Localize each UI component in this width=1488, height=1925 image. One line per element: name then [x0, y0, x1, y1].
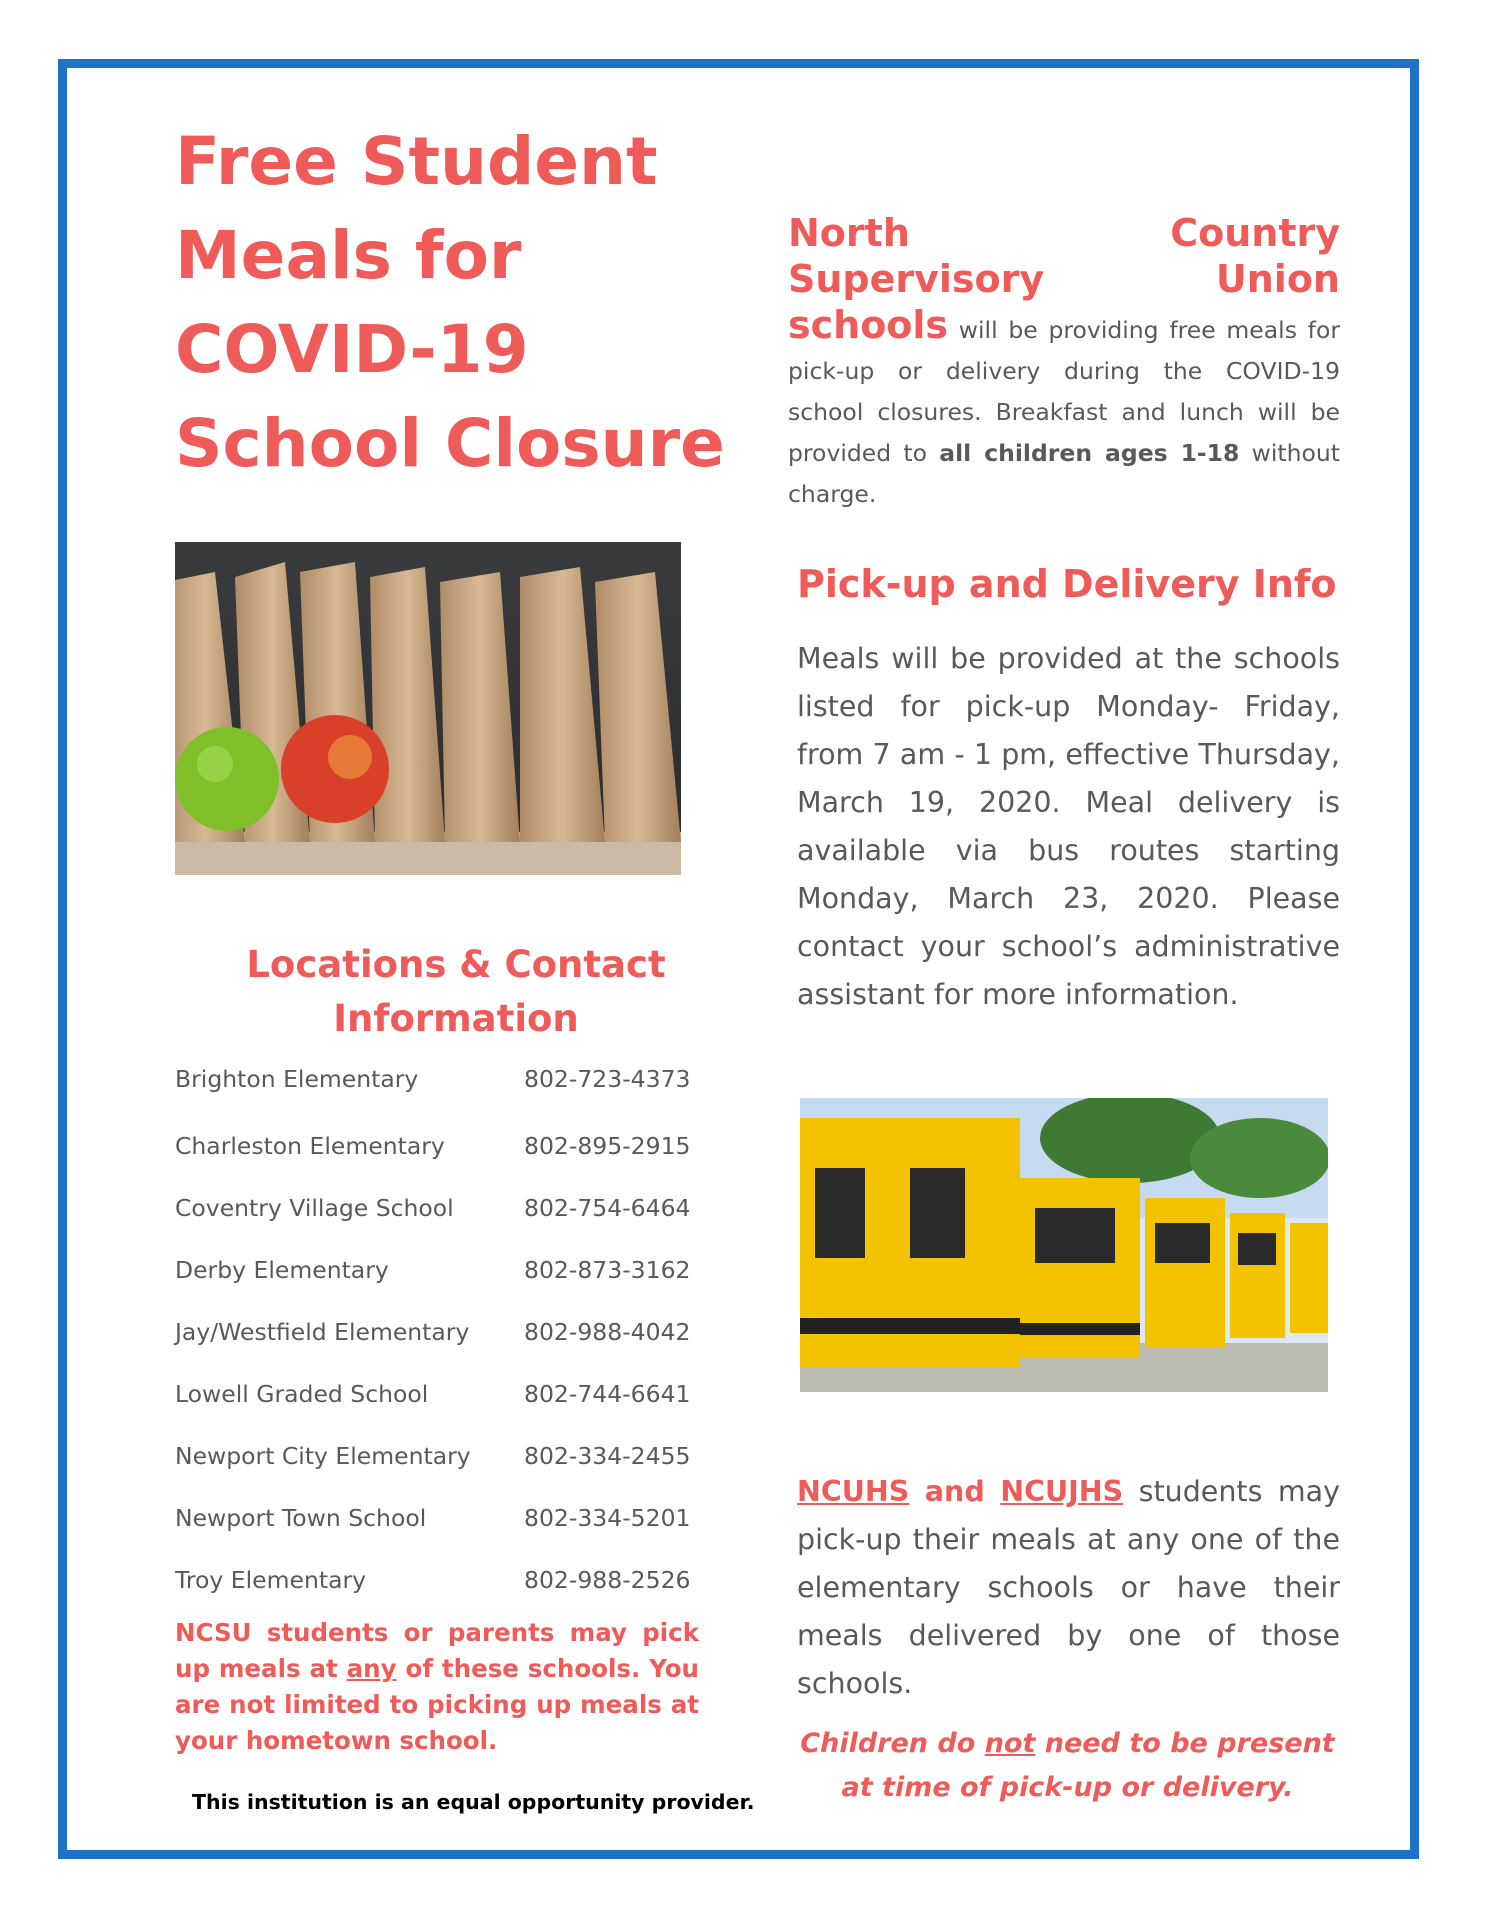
- page-title: Free Student Meals for COVID-19 School Closure: [175, 123, 725, 482]
- school-row: [175, 1063, 715, 1095]
- high-school-text: students may pick-up their meals at any one of the elementary schools or have their meals delivered by one of those schools.: [797, 1475, 1341, 1700]
- school-name: Newport Town School: [175, 1504, 427, 1532]
- high-school-and: and: [924, 1475, 985, 1508]
- school-phone: 802-988-2526: [524, 1566, 691, 1594]
- lunch-bags-photo: [175, 542, 681, 875]
- ncsu-note: [175, 1615, 699, 1759]
- children-note: [790, 1722, 1345, 1810]
- school-buses-photo: [800, 1098, 1328, 1392]
- locations-heading: Locations & Contact Information: [246, 943, 666, 1040]
- ncsu-note-text-1: NCSU students or parents may pick up meals at: [175, 1618, 699, 1683]
- intro-paragraph: [788, 213, 1340, 515]
- intro-text-1: will be providing free meals for pick-up or delivery during the COVID-19 school closures. Breakfast and lunch will be provided to: [788, 316, 1340, 467]
- children-note-underlined: not: [984, 1728, 1036, 1759]
- ncuhs-label: NCUHS: [797, 1475, 910, 1508]
- ncsu-note-text-2: of these schools. You are not limited to picking up meals at your hometown school.: [175, 1654, 699, 1755]
- intro-bold: all children ages 1-18: [939, 439, 1240, 467]
- school-row: [175, 1254, 715, 1286]
- intro-lead: North Country Supervisory Union schools: [788, 211, 1340, 347]
- pickup-body: Meals will be provided at the schools listed for pick-up Monday- Friday, from 7 am - 1 pm, effective Thursday, March 19, 2020. Meal delivery is available via bus routes starting Monday, March 23, 2020. Please contact your school’s administrative assistant for more information.: [797, 642, 1340, 1011]
- ncujhs-label: NCUJHS: [1000, 1475, 1124, 1508]
- children-note-text-2: need to be present at time of pick-up or delivery.: [841, 1728, 1335, 1803]
- school-name: Troy Elementary: [175, 1566, 367, 1594]
- school-name: Jay/Westfield Elementary: [175, 1318, 470, 1346]
- school-row: [175, 1130, 715, 1162]
- school-buses-image: [800, 1098, 1328, 1392]
- school-phone: 802-988-4042: [524, 1318, 691, 1346]
- school-phone: 802-895-2915: [524, 1132, 691, 1160]
- school-row: [175, 1378, 715, 1410]
- school-row: [175, 1316, 715, 1348]
- high-school-note: [797, 1468, 1340, 1708]
- school-row: [175, 1564, 715, 1596]
- school-phone: 802-873-3162: [524, 1256, 691, 1284]
- school-name: Lowell Graded School: [175, 1380, 429, 1408]
- school-row: [175, 1440, 715, 1472]
- school-name: Derby Elementary: [175, 1256, 389, 1284]
- children-note-text-1: Children do: [800, 1728, 985, 1759]
- school-phone: 802-334-2455: [524, 1442, 691, 1470]
- school-name: Newport City Elementary: [175, 1442, 471, 1470]
- pickup-heading: Pick-up and Delivery Info: [797, 562, 1337, 606]
- ncsu-note-underlined: any: [346, 1654, 397, 1683]
- school-name: Charleston Elementary: [175, 1132, 445, 1160]
- equal-opportunity-statement: This institution is an equal opportunity provider.: [192, 1790, 755, 1814]
- school-phone: 802-744-6641: [524, 1380, 691, 1408]
- school-row: [175, 1502, 715, 1534]
- school-phone: 802-334-5201: [524, 1504, 691, 1532]
- school-phone: 802-723-4373: [524, 1065, 691, 1093]
- intro-text-2: without charge.: [788, 439, 1340, 508]
- school-name: Brighton Elementary: [175, 1065, 419, 1093]
- school-row: [175, 1192, 715, 1224]
- school-name: Coventry Village School: [175, 1194, 454, 1222]
- school-phone: 802-754-6464: [524, 1194, 691, 1222]
- lunch-bags-image: [175, 542, 681, 875]
